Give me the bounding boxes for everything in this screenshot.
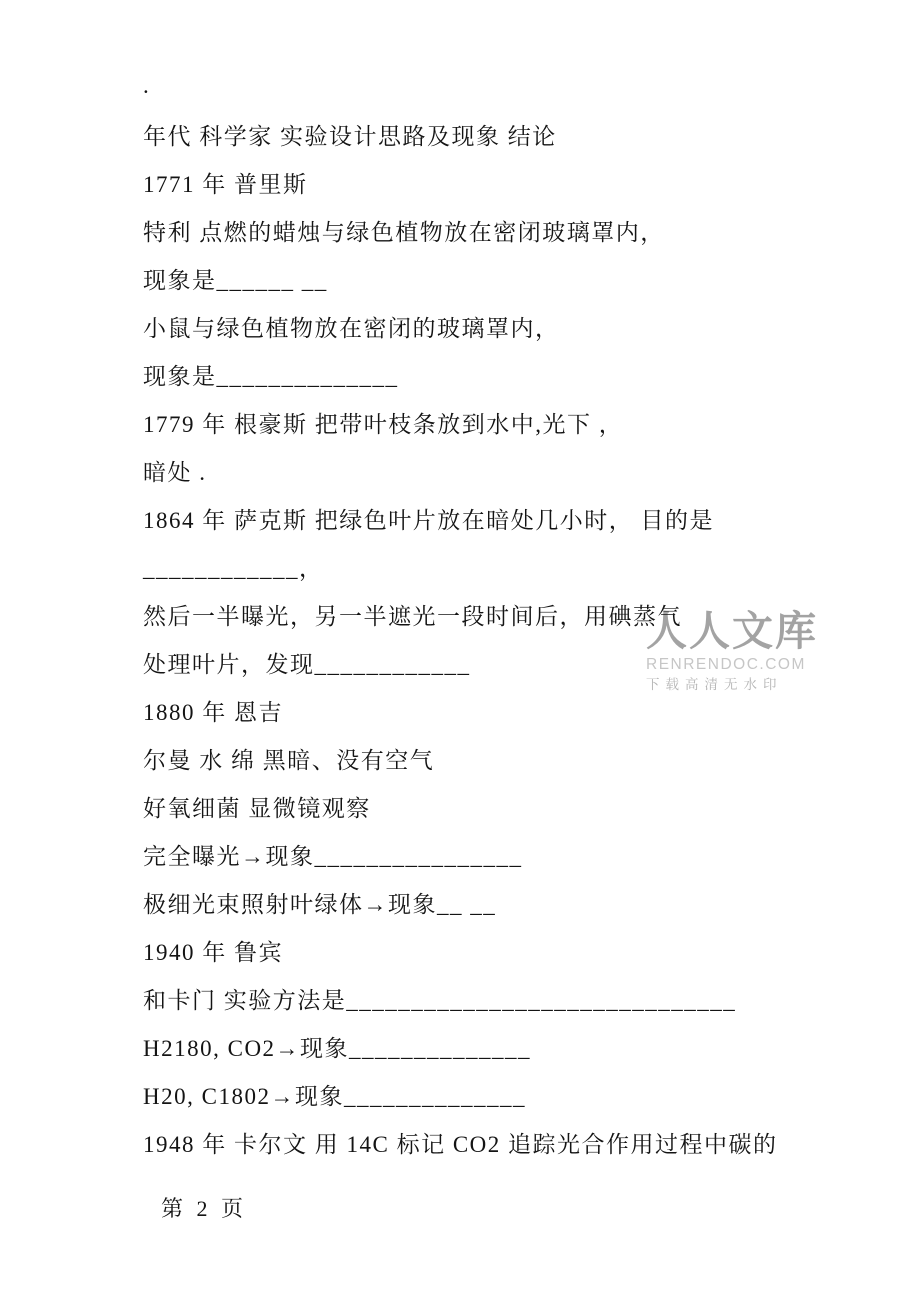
document-line: H20, C1802→现象______________: [143, 1083, 526, 1109]
document-line: 现象是______________: [143, 363, 399, 389]
document-line: 完全曝光→现象________________: [143, 843, 523, 869]
document-line: ____________，: [143, 555, 324, 581]
document-line: 特利 点燃的蜡烛与绿色植物放在密闭玻璃罩内，: [143, 219, 665, 245]
page-number-footer: 第 2 页: [161, 1196, 248, 1221]
document-line: 然后一半曝光，另一半遮光一段时间后，用碘蒸气: [143, 603, 682, 629]
document-line: 处理叶片，发现____________: [143, 651, 471, 677]
watermark-site-url: RENRENDOC.COM: [646, 656, 806, 674]
document-line: H2180, CO2→现象______________: [143, 1035, 532, 1061]
document-line: 1864 年 萨克斯 把绿色叶片放在暗处几小时， 目的是: [143, 507, 714, 533]
watermark-tagline: 下载高清无水印: [646, 676, 783, 692]
document-line: 好氧细菌 显微镜观察: [143, 795, 371, 821]
document-line: 1940 年 鲁宾: [143, 939, 283, 965]
document-line: .: [143, 73, 151, 98]
document-line: 现象是______ __: [143, 267, 328, 293]
document-line: 1948 年 卡尔文 用 14C 标记 CO2 追踪光合作用过程中碳的: [143, 1131, 778, 1157]
document-line: 暗处 .: [143, 459, 207, 485]
document-line: 1771 年 普里斯: [143, 171, 308, 197]
document-line: 小鼠与绿色植物放在密闭的玻璃罩内，: [143, 315, 560, 341]
document-body: [143, 62, 890, 1166]
watermark-logo-text: 人人文库: [646, 608, 818, 654]
document-line: 尔曼 水 绵 黑暗、没有空气: [143, 747, 435, 773]
document-line: 和卡门 实验方法是______________________________: [143, 987, 737, 1013]
document-line: 年代 科学家 实验设计思路及现象 结论: [143, 123, 557, 149]
document-line: 极细光束照射叶绿体→现象__ __: [143, 891, 497, 917]
document-line: 1880 年 恩吉: [143, 699, 283, 725]
document-line: 1779 年 根豪斯 把带叶枝条放到水中,光下 ，: [143, 411, 624, 437]
